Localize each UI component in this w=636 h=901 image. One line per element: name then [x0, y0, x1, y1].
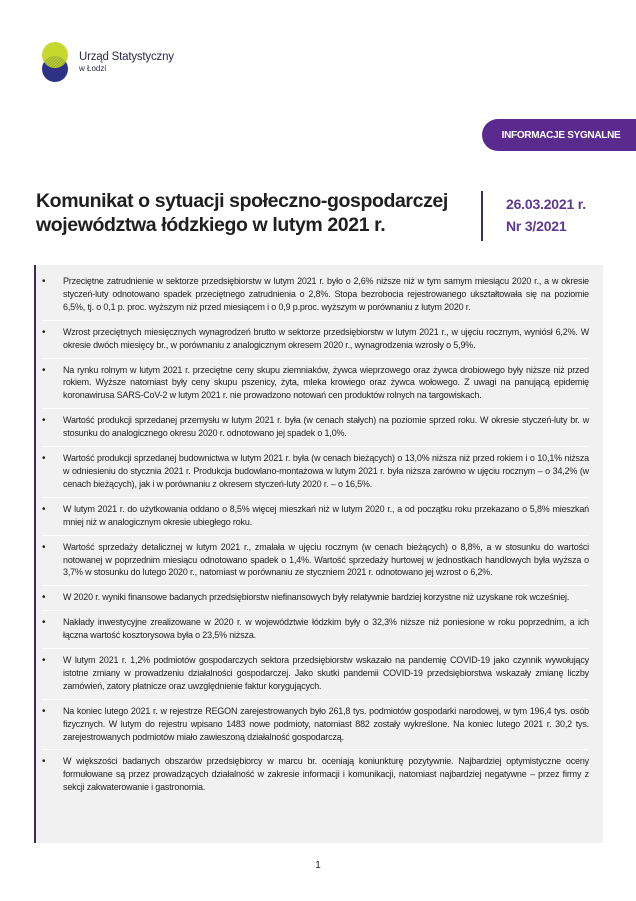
bullet-icon: • [42, 617, 46, 629]
logo [37, 41, 197, 83]
list-item-text: Wartość produkcji sprzedanej budownictwa w lutym 2021 r. była (w cenach bieżących) o 13,0% niższa niż przed rokiem i o 10,1% niższa w odniesieniu do stycznia 2021 r. Produkcja budowlano-montażowa w lutym 2021 r. była niższa zarówno w ujęciu rocznym – o 34,2% (w cenach bieżących), jak i w porównaniu z okresem styczeń-luty 2020 r. – o 16,5%. [63, 453, 589, 489]
list-item [42, 541, 589, 587]
list-item-text: W większości badanych obszarów przedsiębiorcy w marcu br. oceniają koniunkturę pozytywnie. Najbardziej optymistyczne oceny formułowane są przez prowadzących działalność w zakresie informacji i komunikacji, natomiast najbardziej negatywne – przez firmy z sekcji zakwaterowanie i gastronomia. [63, 756, 589, 793]
page-number: 1 [315, 860, 321, 871]
bullet-icon: • [42, 541, 46, 553]
list-item [42, 326, 589, 359]
list-item-text: Nakłady inwestycyjne zrealizowane w 2020 r. w województwie łódzkim były o 32,3% niższe niż poniesione w roku poprzednim, a ich łączna wartość kosztorysowa była o 23,5% niższa. [63, 617, 589, 641]
list-item [42, 503, 589, 536]
list-item-text: W lutym 2021 r. do użytkowania oddano o 8,5% więcej mieszkań niż w lutym 2020 r., a od początku roku przekazano o 5,8% mieszkań mniej niż w analogicznym okresie ubiegłego roku. [63, 503, 589, 527]
publication-type-badge: INFORMACJE SYGNALNE [482, 119, 636, 151]
list-item-text: Na rynku rolnym w lutym 2021 r. przeciętne ceny skupu ziemniaków, żywca wieprzowego oraz żywca drobiowego były niższe niż przed rokiem. Wyższe natomiast były ceny skupu pszenicy, żyta, mleka krowiego oraz żywca wołowego. Z uwagi na panującą epidemię koronawirusa SARS-CoV-2 w lutym 2021 r. nie prowadzono notowań cen produktów rolnych na targowiskach. [63, 364, 589, 401]
list-item [42, 414, 589, 447]
bullet-icon: • [42, 415, 46, 427]
list-item [42, 275, 589, 321]
title-line-1: Komunikat o sytuacji społeczno-gospodarczej [36, 190, 448, 212]
publication-meta [506, 193, 586, 237]
institution-location: w Łodzi [79, 64, 107, 73]
bullet-icon: • [42, 364, 46, 376]
list-item [42, 654, 589, 700]
list-item-text: Przeciętne zatrudnienie w sektorze przedsiębiorstw w lutym 2021 r. było o 2,6% niższe niż w tym samym miesiącu 2020 r., a w okresie styczeń-luty odnotowano spadek przeciętnego zatrudnienia o 2,8%. Stopa bezrobocia rejestrowanego ukształtowała się na poziomie 6,5%, tj. o 0,1 p. proc. wyższym niż przed miesiącem i o 0,9 p.proc. wyższym w porównaniu z lutym 2020 r. [63, 276, 589, 312]
list-item-text: W 2020 r. wyniki finansowe badanych przedsiębiorstw niefinansowych były relatywnie bardziej korzystne niż uzyskane rok wcześniej. [63, 592, 570, 603]
bullet-icon: • [42, 503, 46, 515]
publication-number: Nr 3/2021 [506, 218, 567, 234]
title-line-2: województwa łódzkiego w lutym 2021 r. [36, 214, 386, 236]
title-divider [481, 191, 483, 241]
summary-box [34, 265, 603, 843]
list-item [42, 591, 589, 611]
list-item-text: W lutym 2021 r. 1,2% podmiotów gospodarczych sektora przedsiębiorstw wskazało na pandemię COVID-19 jako czynnik wywołujący istotne zmiany w prowadzeniu działalności gospodarczej. Jako skutki pandemii COVID-19 przedsiębiorstwa wskazały zmianę liczby zamówień, zatory płatnicze oraz uwzględnienie faktur korygujących. [63, 655, 589, 691]
list-item [42, 616, 589, 649]
institution-name: Urząd Statystyczny [79, 51, 174, 63]
list-item-text: Wzrost przeciętnych miesięcznych wynagrodzeń brutto w sektorze przedsiębiorstw w lutym 2021 r., w ujęciu rocznym, wyniósł 6,2%. W okresie dwóch miesięcy br., w porównaniu z analogicznym okresem 2020 r., wynagrodzenia wzrosły o 5,9%. [63, 326, 589, 350]
page-title [36, 189, 466, 237]
bullet-icon: • [42, 453, 46, 465]
list-item [42, 452, 589, 498]
bullet-icon: • [42, 326, 46, 338]
list-item [42, 364, 589, 410]
bullet-icon: • [42, 756, 46, 768]
publication-date: 26.03.2021 r. [506, 196, 586, 212]
bullet-icon: • [42, 655, 46, 667]
bullet-icon: • [42, 705, 46, 717]
list-item-text: Wartość sprzedaży detalicznej w lutym 2021 r., zmalała w ujęciu rocznym (w cenach bieżących) o 8,8%, a w stosunku do wartości notowanej w poprzednim miesiącu odnotowano spadek o 1,4%. Wartość sprzedaży hurtowej w jednostkach handlowych była wyższa o 3,7% w stosunku do lutego 2020 r., natomiast w porównaniu ze styczniem 2021 r. odnotowano jej wzrost o 6,2%. [63, 541, 589, 578]
bullet-icon: • [42, 276, 46, 287]
list-item-text: Wartość produkcji sprzedanej przemysłu w lutym 2021 r. była (w cenach stałych) na poziomie sprzed roku. W okresie styczeń-luty br. w stosunku do analogicznego okresu 2020 r. odnotowano jej spadek o 1,0%. [63, 415, 589, 439]
list-item [42, 755, 589, 800]
list-item-text: Na koniec lutego 2021 r. w rejestrze REGON zarejestrowanych było 261,8 tys. podmiotów gospodarki narodowej, w tym 196,4 tys. osób fizycznych. W lutym do rejestru wpisano 1483 nowe podmioty, natomiast 882 zostały wykreślone. Na koniec lutego 2021 r. 30,2 tys. zarejestrowanych podmiotów miało zawieszoną działalność gospodarczą. [63, 705, 589, 742]
gus-logo-icon [37, 41, 73, 83]
bullet-icon: • [42, 592, 46, 604]
list-item [42, 705, 589, 751]
